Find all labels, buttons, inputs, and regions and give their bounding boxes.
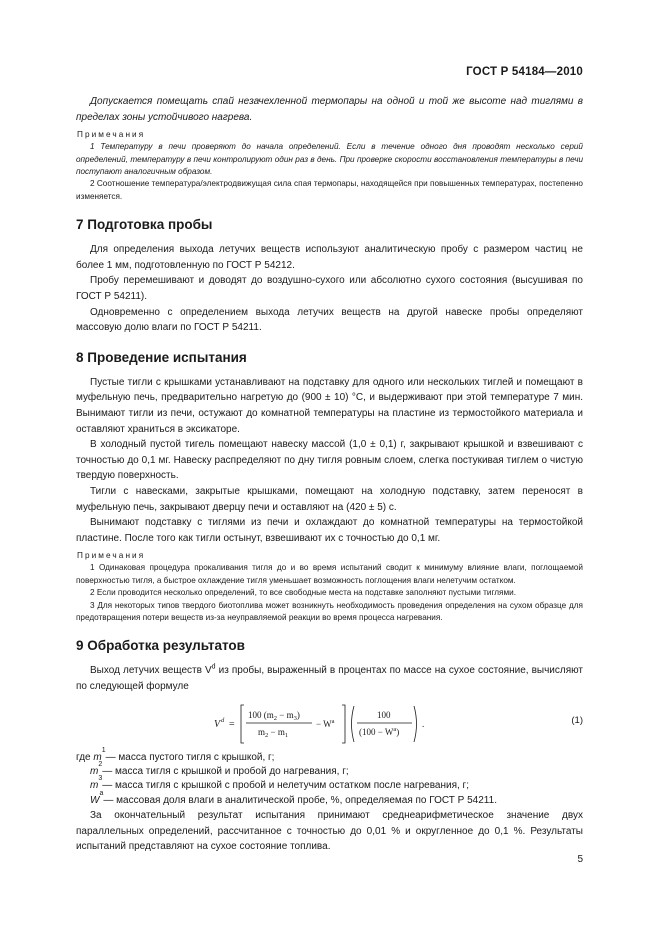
page-content <box>76 94 583 855</box>
formula-dot: . <box>422 718 425 729</box>
document-code: ГОСТ Р 54184—2010 <box>466 66 583 78</box>
paragraph: Одновременно с определением выхода летучих веществ на другой навеске пробы определяют массовую долю влаги по ГОСТ Р 54211. <box>76 306 583 334</box>
paragraph: Пустые тигли с крышками устанавливают на подставку для одного или нескольких тиглей и помещают в муфельную печь, предварительно нагретую до (900 ± 10) °С, и выдерживают при этой температуре 7 мин. Вынимают тигли из печи, остужают до комнатной температуры на пластине из термостойкого материала и оставляют храниться в эксикаторе. <box>76 376 583 435</box>
definitions-list <box>76 746 583 809</box>
section-heading: 7 Подготовка пробы <box>76 217 213 233</box>
formula-lhs: V <box>214 718 221 730</box>
section-heading: 8 Проведение испытания <box>76 349 247 365</box>
def-sub: 1 <box>101 746 106 754</box>
formula-num1: 100 $(m_2 - m_3)$ <box>248 709 300 722</box>
page-number: 5 <box>577 854 583 865</box>
definition-row <box>76 746 583 765</box>
note-item: 2 Если проводится несколько определений, то все свободные места на подставке заполняют пустыми тиглями. <box>90 588 516 598</box>
note-item: 1 Температуру в печи проверяют до начала определений. Если в течение одного дня проводят несколько серий определений, температуру в печи контролируют один раз в день. При проверке скорости восстановления температуры в печи поступают аналогичным образом. <box>76 142 583 176</box>
def-symbol: m <box>93 751 102 763</box>
def-symbol: W <box>90 794 100 806</box>
paragraph: В холодный пустой тигель помещают навеску массой (1,0 ± 0,1) г, закрывают крышкой и взвешивают с точностью до 0,1 мг. Навеску распределяют по дну тигля ровным слоем, слегка постукивая тиглем о чистую твердую поверхность. <box>76 439 583 482</box>
definition-row <box>76 789 583 808</box>
paragraph: Для определения выхода летучих веществ используют аналитическую пробу с размером частиц не более 1 мм, подготовленную по ГОСТ Р 54212. <box>76 244 583 271</box>
equation-number: (1) <box>571 714 583 726</box>
def-sub: 3 <box>98 775 103 783</box>
lead-rest: из пробы, выраженный в процентах по массе на сухое состояние, вычисляют по следующей формуле <box>76 665 583 692</box>
def-symbol: m <box>90 765 99 777</box>
lead-sup: d <box>211 664 216 672</box>
definition-row <box>76 760 583 779</box>
formula-den1: $m_2 - m_1$ <box>258 726 289 739</box>
def-sub: 2 <box>98 760 103 768</box>
note-item: 1 Одинаковая процедура прокаливания тигля до и во время испытаний сводит к минимуму влияние влаги, поглощаемой поверхностью тигля, а быстрое охлаждение тигля уменьшает возможность поглощения влаги нелетучим остатком. <box>76 563 583 585</box>
notes-title: Примечания <box>77 130 146 140</box>
formula-lhs-sup: d <box>221 716 225 724</box>
def-text: — масса тигля с крышкой и пробой до нагревания, г; <box>102 765 349 777</box>
paragraph: Вынимают подставку с тиглями из печи и охлаждают до комнатной температуры на термостойкой пластине. После того как тигли остынут, взвешивают их с точностью до 0,1 мг. <box>76 517 583 544</box>
def-symbol: m <box>90 780 99 792</box>
def-text: — массовая доля влаги в аналитической пробе, %, определяемая по ГОСТ Р 54211. <box>103 794 497 806</box>
def-text: — масса тигля с крышкой с пробой и нелетучим остатком после нагревания, г; <box>102 780 469 792</box>
paragraph: Тигли с навесками, закрытые крышками, помещают на холодную подставку, затем переносят в муфельную печь, закрывают дверцу печи и оставляют на (420 ± 5) с. <box>76 485 583 513</box>
def-text: — масса пустого тигля с крышкой, г; <box>105 751 275 763</box>
closing-paragraph: За окончательный результат испытания принимают среднеарифметическое значение двух параллельных определений, рассчитанное с точностью до 0,01 % и округленное до 0,1 %. Результаты испытаний представляют на сухое состояние топлива. <box>76 810 583 853</box>
formula-row <box>76 701 583 747</box>
paragraph: Пробу перемешивают и доводят до воздушно-сухого или абсолютно сухого состояния (высушивая по ГОСТ Р 54211). <box>76 275 583 302</box>
formula-den2: $(100 - W^a)$ <box>359 725 400 737</box>
lead-text: Выход летучих веществ V <box>90 665 212 677</box>
note-item: 3 Для некоторых типов твердого биотоплива может возникнуть необходимость проведения определения на сухом образце для предотвращения потери веществ из-за неуправляемой реакции во время процесса нагревания. <box>76 600 583 622</box>
note-item: 2 Соотношение температура/электродвижущая сила спая термопары, находящейся при повышенных температурах, постепенно изменяется. <box>76 179 583 201</box>
formula-equals: = <box>229 718 235 730</box>
formula-lead <box>76 663 583 694</box>
def-sup: a <box>99 789 104 797</box>
definition-row <box>76 775 583 793</box>
formula-num2: 100 <box>377 709 391 720</box>
section-heading: 9 Обработка результатов <box>76 638 245 654</box>
intro-paragraph: Допускается помещать спай незачехленной термопары на одной и той же высоте над тиглями в пределах зоны устойчивого нагрева. <box>76 96 583 123</box>
notes-title: Примечания <box>77 551 146 561</box>
formula-minus-w: − $W^a$ <box>316 717 335 729</box>
where-label: где <box>76 751 91 763</box>
volatile-matter-formula <box>214 701 474 747</box>
